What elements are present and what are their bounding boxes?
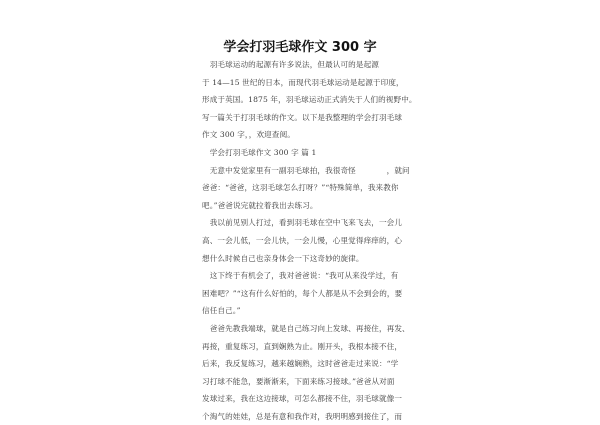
document-title: 学会打羽毛球作文 300 字 (223, 40, 377, 55)
paragraph (202, 267, 402, 320)
text-line: 学会打羽毛球作文 300 字 篇 1 (202, 147, 317, 157)
text-line: 发球过来，我在这边接球，可怎么都接不住，羽毛球就像一 (202, 394, 403, 404)
text-line: 想什么时候自己也亲身体会一下这奇妙的旋律。 (202, 253, 364, 263)
paragraph (202, 162, 410, 215)
text-line: 形成于英国。1875 年，羽毛球运动正式消失于人们的视野中。 (202, 95, 417, 105)
text-line: 爸爸先教我端球，就是自己练习向上发球、再接住，再发、 (202, 323, 410, 333)
text-line: 高、一会儿低，一会儿快，一会儿慢，心里觉得痒痒的，心 (202, 235, 403, 245)
text-line: 于 14—15 世纪的日本，而现代羽毛球运动是起源于印度， (202, 77, 404, 87)
text-line: 无意中发觉家里有一副羽毛球拍，我很奇怪 ，就问 (202, 165, 410, 175)
text-line: 信任自己。” (202, 306, 241, 316)
paragraph (202, 320, 410, 425)
text-line: 再接，重复练习，直到娴熟为止。刚开头，我根本接不住， (202, 341, 403, 351)
text-line: 这下终于有机会了，我对爸爸说：“我可从来没学过，有 (202, 271, 399, 281)
paragraph (202, 144, 402, 162)
text-line: 个淘气的娃娃，总是有意和我作对，我明明感到接住了，而 (202, 411, 403, 421)
paragraph (202, 56, 417, 144)
text-line: 作文 300 字，，欢迎查阅。 (202, 130, 295, 140)
text-line: 我以前见别人打过，看到羽毛球在空中飞来飞去，一会儿 (202, 218, 403, 228)
text-line: 写一篇关于打羽毛球的作文。以下是我整理的学会打羽毛球 (202, 112, 403, 122)
paragraph (202, 214, 402, 267)
text-line: 吧。”爸爸说完就拉着我出去练习。 (202, 200, 318, 210)
text-line: 习打球不能急，要渐渐来，下面来练习接球。”爸爸从对面 (202, 376, 395, 386)
text-line: 爸爸：“爸爸，这羽毛球怎么打呀？”“特殊简单，我来教你 (202, 183, 399, 193)
text-line: 困难吧？”“这有什么好怕的，每个人都是从不会到会的，要 (202, 288, 403, 298)
text-line: 羽毛球运动的起源有许多说法，但最认可的是起源 (202, 60, 379, 69)
text-line: 后来，我反复练习，越来越娴熟，这时爸爸走过来说：“学 (202, 359, 399, 369)
document-body (202, 56, 417, 425)
